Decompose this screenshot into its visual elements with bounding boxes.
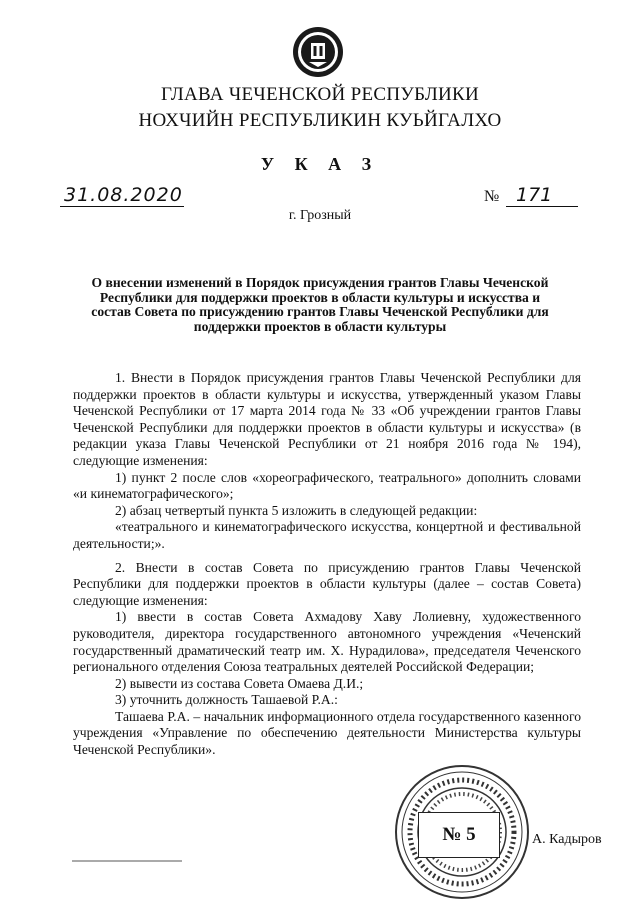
paragraph: Ташаева Р.А. – начальник информационного отдела государственного казенного учреждения «Управление по обеспечению деятельности Министерства культуры Чеченской Республики». xyxy=(73,708,581,758)
header-title: ГЛАВА ЧЕЧЕНСКОЙ РЕСПУБЛИКИ xyxy=(160,84,480,105)
decree-body xyxy=(73,370,581,759)
header-subtitle: НОХЧИЙН РЕСПУБЛИКИН КУЬЙГАЛХО xyxy=(138,110,502,131)
decree-number: 171 xyxy=(516,184,553,206)
number-label: № xyxy=(484,188,500,205)
paragraph: 1) ввести в состав Совета Ахмадову Хаву Лолиевну, художественного руководителя, директора государственного автономного учреждения «Чеченский государственный драматический театр им. Х. Нурадилова», председателя Чеченского регионального отделения Союза театральных деятелей Российской Федерации; xyxy=(73,609,581,675)
stamp-number: № 5 xyxy=(418,812,500,858)
document-type: У К А З xyxy=(260,154,380,174)
paragraph: 2) абзац четвертый пункта 5 изложить в следующей редакции: xyxy=(115,502,478,518)
paragraph: 2. Внести в состав Совета по присуждению грантов Главы Чеченской Республики для поддержки проектов в области культуры (далее – состав Совета) следующие изменения: xyxy=(73,559,581,608)
paragraph: 2) вывести из состава Совета Омаева Д.И.; xyxy=(115,675,364,691)
paragraph: «театрального и кинематографического искусства, концертной и фестивальной деятельности;». xyxy=(73,519,581,551)
paragraph: 3) уточнить должность Ташаевой Р.А.: xyxy=(115,692,338,708)
city: г. Грозный xyxy=(288,208,352,223)
decree-date: 31.08.2020 xyxy=(64,184,183,206)
paragraph: 1. Внести в Порядок присуждения грантов Главы Чеченской Республики для поддержки проектов в области культуры и искусства, утвержденный указом Главы Чеченской Республики от 17 марта 2014 года № 33 «Об учреждении грантов Главы Чеченской Республики для поддержки проектов в области культуры и искусства» (в редакции указа Главы Чеченской Республики от 21 ноября 2016 года № 194), следующие изменения: xyxy=(73,370,581,468)
signature-name: А. Кадыров xyxy=(532,832,602,847)
decree-title: О внесении изменений в Порядок присуждения грантов Главы Чеченской Республики для поддержки проектов в области культуры и искусства и состав Совета по присуждению грантов Главы Чеченской Республики для поддержки проектов в области культуры xyxy=(91,275,549,334)
coat-of-arms-emblem xyxy=(292,26,344,78)
paragraph: 1) пункт 2 после слов «хореографического, театрального» дополнить словами «и кинематографического»; xyxy=(73,469,581,502)
footer-print-mark xyxy=(72,858,182,864)
